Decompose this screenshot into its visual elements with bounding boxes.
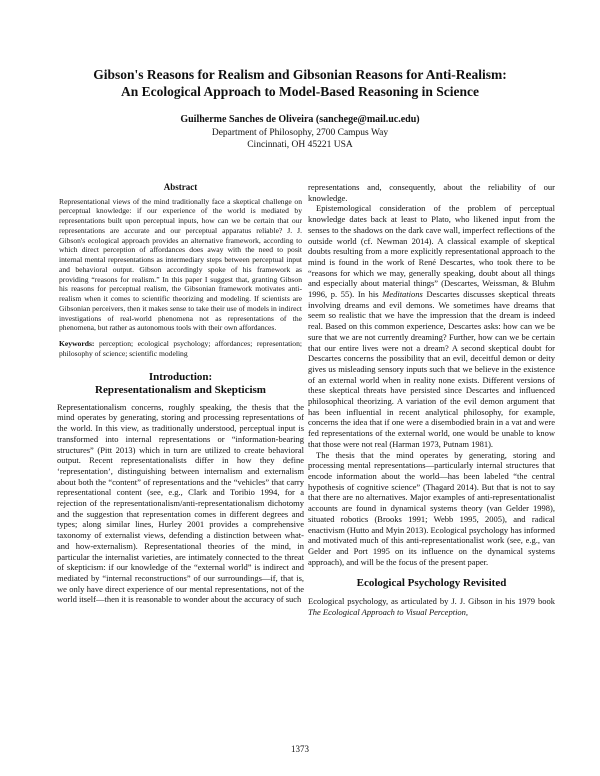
right-paragraph-3: The thesis that the mind operates by generating, storing and processing mental representations—particularly internal structures that encode information about the world—has been labeled “the central hypothesis of cognitive science” (Thagard 2014). But that is not to say that there are no alternatives. Major examples of anti-representationalist accounts are found in dynamical systems theory (van Gelder 1998), situated robotics (Brooks 1991; Webb 1995, 2005), and radical enactivism (Hutto and Myin 2013). Ecological psychology has informed and motivated much of this anti-representationalist work (see, e.g., van Gelder and Port 1995 on its influence on the dynamical systems approach), and will be the focus of the present paper.	[308, 449, 555, 567]
right-paragraph-2	[308, 203, 555, 449]
keywords-text: perception; ecological psychology; affordances; representation; philosophy of science; scientific modeling	[59, 339, 302, 358]
left-column	[57, 182, 304, 605]
intro-heading-line-1: Introduction:	[148, 370, 213, 383]
meditations-title: Meditations	[382, 289, 423, 300]
ecological-paragraph-text: Ecological psychology, as articulated by J. J. Gibson in his 1979 book	[308, 595, 555, 606]
paper-title	[40, 66, 560, 100]
keywords	[57, 339, 304, 359]
title-line-1: Gibson's Reasons for Realism and Gibsonian Reasons for Anti-Realism:	[93, 67, 507, 82]
intro-heading-line-2: Representationalism and Skepticism	[95, 384, 266, 397]
author-line: Guilherme Sanches de Oliveira (sanchege@mail.uc.edu)	[180, 114, 420, 125]
affiliation	[40, 127, 560, 151]
gibson-book-title: The Ecological Approach to Visual Perception,	[308, 606, 469, 617]
abstract-text: Representational views of the mind traditionally face a skeptical challenge on perceptual knowledge: if our experience of the world is mediated by representations built upon perceptual inputs, how can we be certain that our representations are accurate and our perceptual apparatus reliable? J. J. Gibson's ecological approach provides an alternative framework, according to which direct perception of affordances does away with the need to posit internal mental representations as intermediary steps between perceptual input and behavioral output. Gibson accordingly spoke of his framework as providing “reasons for realism.” In this paper I suggest that, granting Gibson his reasons for perceptual realism, the Gibsonian framework motivates anti-realism when it comes to scientific theorizing and modeling. If scientists are Gibsonian perceivers, then it makes sense to take their use of models in indirect investigations of real-world phenomena not as representations of the phenomena, but rather as autonomous tools with their own affordances.	[59, 196, 302, 333]
affiliation-line-1: Department of Philosophy, 2700 Campus Way	[211, 128, 389, 138]
abstract-heading: Abstract	[163, 182, 198, 192]
affiliation-line-2: Cincinnati, OH 45221 USA	[247, 140, 353, 150]
right-paragraph-1: representations and, consequently, about the reliability of our knowledge.	[308, 182, 555, 203]
title-line-2: An Ecological Approach to Model-Based Reasoning in Science	[121, 84, 479, 99]
right-paragraph-2-cont: Descartes discusses skeptical threats involving dreams and evil demons. We sometimes have dreams that seem so realistic that we have the impression that the dream is indeed real. Based on this common experience, Descartes asks: how can we be sure that we are not currently dreaming? Further, how can we be certain that our entire lives were not a dream? A second skeptical doubt for Descartes concerns the possibility that an evil, deceitful demon or deity gives us misleading sensory inputs such that we believe in the existence of an external world when in reality none exists. Different versions of these skeptical threats have persisted since Descartes and influenced philosophical theorizing. A variation of the evil demon argument that has been influential in recent analytical philosophy, for example, concerns the idea that if one were a disembodied brain in a vat and were fed representations of the external world, one would be unable to know that those were not real (Harman 1973, Putnam 1981).	[308, 289, 556, 449]
page-number: 1373	[291, 744, 309, 754]
ecological-paragraph	[308, 596, 555, 617]
right-column	[308, 182, 555, 617]
intro-heading	[57, 371, 304, 398]
keywords-label: Keywords:	[59, 339, 95, 349]
ecological-heading: Ecological Psychology Revisited	[356, 577, 507, 590]
intro-paragraph: Representationalism concerns, roughly speaking, the thesis that the mind operates by generating, storing and processing representations of the world. In this view, as traditionally understood, perceptual input is transformed into internal representations or “information-bearing structures” (Pitt 2013) which in turn are utilized to create behavioral output. Recent representationalists differ in how they define ‘representation’, distinguishing between internalism and externalism about both the “content” of representations and the “vehicles” that carry representational content (see, e.g., Clark and Toribio 1994, for a rejection of the representationalism/anti-representationalism dichotomy and the suggestion that representation comes in different degrees and types; along similar lines, Hurley 2001 provides a comprehensive taxonomy of externalist views, defending a distinction between what- and how-externalism). Representational theories of the mind, in particular the internalist varieties, are intimately connected to the threat of skepticism: if our knowledge of the “external world” is indirect and mediated by “internal reconstructions” of our surroundings—if, that is, we only have direct experience of our mental representations, not of the world itself—then it is reasonable to wonder about the accuracy of such	[57, 401, 304, 605]
right-paragraph-2-text: Epistemological consideration of the problem of perceptual knowledge dates back at least to Plato, who likened input from the senses to the shadows on the dark cave wall, imperfect reflections of the outside world (cf. Newman 2014). A classical example of skeptical doubts resulting from a more explicitly representational approach to the mind is found in the work of René Descartes, who took there to be “reasons for which we may, generally speaking, doubt about all things and especially about material things” (Descartes, Weissman, & Bluhm 1996, p. 55). In his	[308, 203, 555, 300]
